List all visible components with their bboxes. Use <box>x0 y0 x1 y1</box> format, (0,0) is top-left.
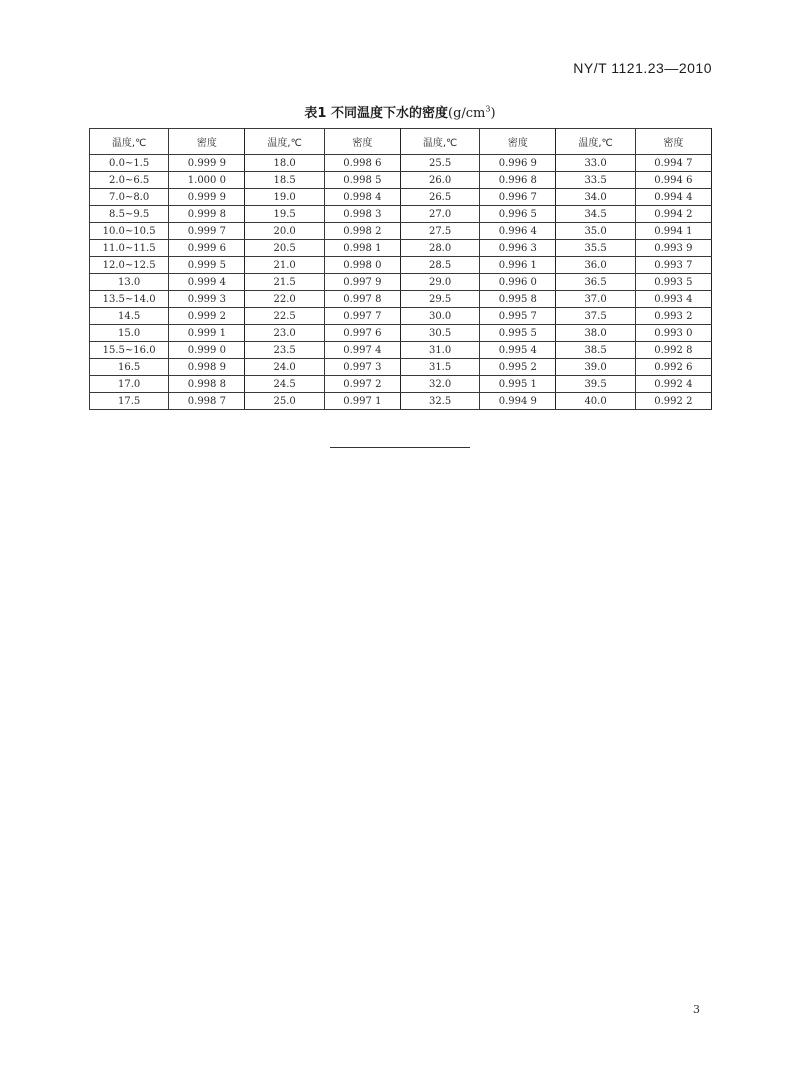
header-temperature: 温度,℃ <box>556 129 635 155</box>
table-title-text: 表1 不同温度下水的密度 <box>304 106 448 121</box>
header-density: 密度 <box>169 129 245 155</box>
temperature-cell: 7.0~8.0 <box>90 189 169 206</box>
density-cell: 0.995 7 <box>480 308 556 325</box>
density-cell: 0.996 0 <box>480 274 556 291</box>
density-cell: 0.999 7 <box>169 223 245 240</box>
density-cell: 0.997 8 <box>324 291 400 308</box>
temperature-cell: 11.0~11.5 <box>90 240 169 257</box>
temperature-cell: 21.5 <box>245 274 324 291</box>
temperature-cell: 27.0 <box>400 206 479 223</box>
table-unit-exponent: 3 <box>485 104 491 114</box>
density-cell: 0.996 7 <box>480 189 556 206</box>
temperature-cell: 34.5 <box>556 206 635 223</box>
temperature-cell: 18.0 <box>245 155 324 172</box>
table-row <box>90 240 712 257</box>
temperature-cell: 21.0 <box>245 257 324 274</box>
density-cell: 0.999 5 <box>169 257 245 274</box>
temperature-cell: 25.0 <box>245 393 324 410</box>
density-cell: 0.996 4 <box>480 223 556 240</box>
density-cell: 0.998 9 <box>169 359 245 376</box>
density-cell: 0.998 7 <box>169 393 245 410</box>
temperature-cell: 20.0 <box>245 223 324 240</box>
table-row <box>90 172 712 189</box>
page-number: 3 <box>693 1003 700 1016</box>
density-cell: 0.997 9 <box>324 274 400 291</box>
table-row <box>90 376 712 393</box>
density-cell: 0.996 1 <box>480 257 556 274</box>
temperature-cell: 36.0 <box>556 257 635 274</box>
temperature-cell: 17.5 <box>90 393 169 410</box>
density-cell: 0.997 2 <box>324 376 400 393</box>
density-cell: 0.994 9 <box>480 393 556 410</box>
density-cell: 0.999 9 <box>169 189 245 206</box>
temperature-cell: 15.5~16.0 <box>90 342 169 359</box>
density-cell: 0.997 7 <box>324 308 400 325</box>
table-row <box>90 274 712 291</box>
end-rule <box>330 447 470 448</box>
temperature-cell: 2.0~6.5 <box>90 172 169 189</box>
density-cell: 0.992 8 <box>635 342 711 359</box>
density-cell: 0.994 4 <box>635 189 711 206</box>
table-row <box>90 308 712 325</box>
table-body <box>90 155 712 410</box>
header-temperature: 温度,℃ <box>90 129 169 155</box>
temperature-cell: 13.0 <box>90 274 169 291</box>
temperature-cell: 16.5 <box>90 359 169 376</box>
density-cell: 0.998 4 <box>324 189 400 206</box>
temperature-cell: 24.0 <box>245 359 324 376</box>
table-row <box>90 325 712 342</box>
density-cell: 0.998 0 <box>324 257 400 274</box>
density-cell: 0.999 6 <box>169 240 245 257</box>
temperature-cell: 26.0 <box>400 172 479 189</box>
header-density: 密度 <box>480 129 556 155</box>
table-row <box>90 189 712 206</box>
density-cell: 0.995 2 <box>480 359 556 376</box>
density-cell: 0.999 1 <box>169 325 245 342</box>
temperature-cell: 27.5 <box>400 223 479 240</box>
temperature-cell: 0.0~1.5 <box>90 155 169 172</box>
temperature-cell: 35.0 <box>556 223 635 240</box>
table-row <box>90 359 712 376</box>
density-cell: 0.995 8 <box>480 291 556 308</box>
density-cell: 0.995 4 <box>480 342 556 359</box>
header-temperature: 温度,℃ <box>245 129 324 155</box>
temperature-cell: 39.0 <box>556 359 635 376</box>
density-cell: 0.994 1 <box>635 223 711 240</box>
temperature-cell: 13.5~14.0 <box>90 291 169 308</box>
standard-code: NY/T 1121.23—2010 <box>573 60 712 76</box>
header-density: 密度 <box>635 129 711 155</box>
temperature-cell: 19.5 <box>245 206 324 223</box>
temperature-cell: 22.5 <box>245 308 324 325</box>
temperature-cell: 18.5 <box>245 172 324 189</box>
temperature-cell: 23.0 <box>245 325 324 342</box>
temperature-cell: 22.0 <box>245 291 324 308</box>
density-cell: 0.997 3 <box>324 359 400 376</box>
density-cell: 0.998 1 <box>324 240 400 257</box>
temperature-cell: 17.0 <box>90 376 169 393</box>
temperature-cell: 19.0 <box>245 189 324 206</box>
temperature-cell: 37.5 <box>556 308 635 325</box>
temperature-cell: 32.0 <box>400 376 479 393</box>
density-cell: 0.993 0 <box>635 325 711 342</box>
density-cell: 0.992 2 <box>635 393 711 410</box>
density-cell: 0.993 4 <box>635 291 711 308</box>
water-density-table <box>89 128 712 410</box>
density-cell: 0.996 8 <box>480 172 556 189</box>
temperature-cell: 25.5 <box>400 155 479 172</box>
density-cell: 0.993 5 <box>635 274 711 291</box>
density-cell: 0.999 0 <box>169 342 245 359</box>
temperature-cell: 26.5 <box>400 189 479 206</box>
density-cell: 0.999 3 <box>169 291 245 308</box>
temperature-cell: 29.5 <box>400 291 479 308</box>
density-cell: 0.997 6 <box>324 325 400 342</box>
table-header-row <box>90 129 712 155</box>
density-cell: 0.998 8 <box>169 376 245 393</box>
table-unit-suffix: ) <box>490 106 496 121</box>
temperature-cell: 14.5 <box>90 308 169 325</box>
temperature-cell: 33.5 <box>556 172 635 189</box>
temperature-cell: 28.0 <box>400 240 479 257</box>
temperature-cell: 40.0 <box>556 393 635 410</box>
table-row <box>90 393 712 410</box>
density-cell: 0.999 4 <box>169 274 245 291</box>
density-cell: 0.993 2 <box>635 308 711 325</box>
temperature-cell: 30.5 <box>400 325 479 342</box>
table-row <box>90 206 712 223</box>
temperature-cell: 39.5 <box>556 376 635 393</box>
density-cell: 0.992 4 <box>635 376 711 393</box>
density-cell: 0.994 6 <box>635 172 711 189</box>
density-cell: 0.998 3 <box>324 206 400 223</box>
density-cell: 0.998 6 <box>324 155 400 172</box>
temperature-cell: 23.5 <box>245 342 324 359</box>
density-cell: 0.994 2 <box>635 206 711 223</box>
temperature-cell: 29.0 <box>400 274 479 291</box>
temperature-cell: 28.5 <box>400 257 479 274</box>
table-unit-prefix: (g/cm <box>448 106 486 121</box>
density-cell: 0.996 9 <box>480 155 556 172</box>
density-cell: 0.999 8 <box>169 206 245 223</box>
density-cell: 1.000 0 <box>169 172 245 189</box>
density-cell: 0.997 4 <box>324 342 400 359</box>
table-row <box>90 291 712 308</box>
temperature-cell: 32.5 <box>400 393 479 410</box>
temperature-cell: 36.5 <box>556 274 635 291</box>
density-cell: 0.998 5 <box>324 172 400 189</box>
density-cell: 0.993 7 <box>635 257 711 274</box>
header-density: 密度 <box>324 129 400 155</box>
header-temperature: 温度,℃ <box>400 129 479 155</box>
table-row <box>90 223 712 240</box>
temperature-cell: 8.5~9.5 <box>90 206 169 223</box>
temperature-cell: 34.0 <box>556 189 635 206</box>
temperature-cell: 30.0 <box>400 308 479 325</box>
table-row <box>90 155 712 172</box>
density-cell: 0.993 9 <box>635 240 711 257</box>
temperature-cell: 10.0~10.5 <box>90 223 169 240</box>
density-cell: 0.999 9 <box>169 155 245 172</box>
table-unit <box>448 106 496 121</box>
temperature-cell: 31.5 <box>400 359 479 376</box>
table-title <box>0 102 800 121</box>
table-row <box>90 342 712 359</box>
temperature-cell: 24.5 <box>245 376 324 393</box>
temperature-cell: 12.0~12.5 <box>90 257 169 274</box>
temperature-cell: 35.5 <box>556 240 635 257</box>
density-cell: 0.995 1 <box>480 376 556 393</box>
density-cell: 0.996 3 <box>480 240 556 257</box>
density-cell: 0.995 5 <box>480 325 556 342</box>
density-cell: 0.997 1 <box>324 393 400 410</box>
temperature-cell: 31.0 <box>400 342 479 359</box>
temperature-cell: 38.5 <box>556 342 635 359</box>
density-cell: 0.998 2 <box>324 223 400 240</box>
density-cell: 0.999 2 <box>169 308 245 325</box>
density-cell: 0.992 6 <box>635 359 711 376</box>
temperature-cell: 38.0 <box>556 325 635 342</box>
temperature-cell: 33.0 <box>556 155 635 172</box>
table-row <box>90 257 712 274</box>
density-cell: 0.996 5 <box>480 206 556 223</box>
temperature-cell: 37.0 <box>556 291 635 308</box>
temperature-cell: 20.5 <box>245 240 324 257</box>
density-cell: 0.994 7 <box>635 155 711 172</box>
temperature-cell: 15.0 <box>90 325 169 342</box>
